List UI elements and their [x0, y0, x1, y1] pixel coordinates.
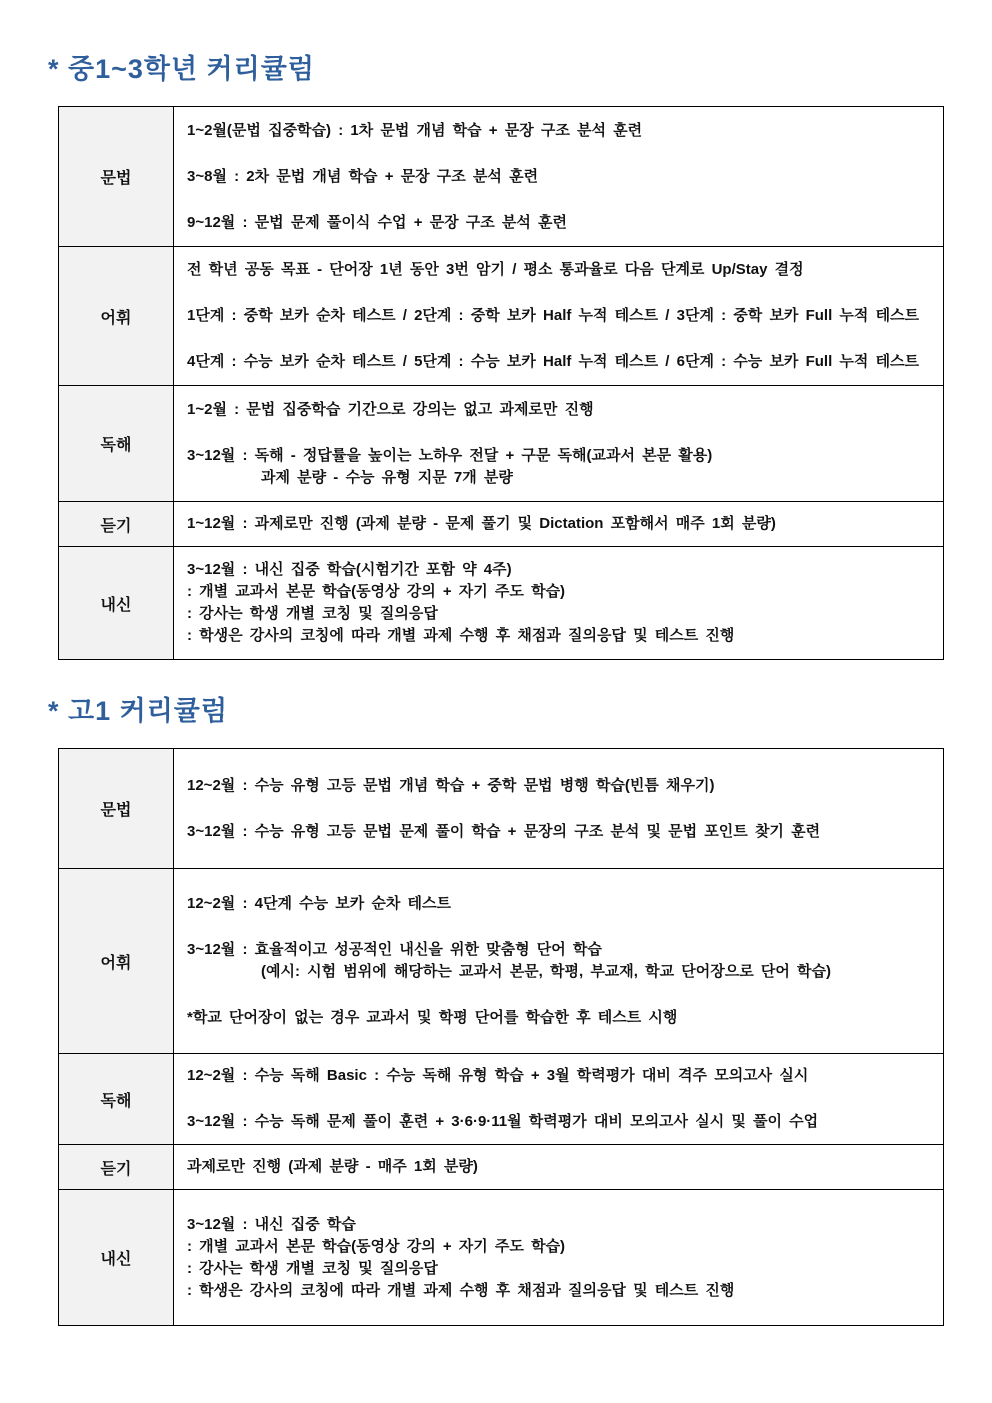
row-label: 내신: [59, 1190, 174, 1326]
table-row: [59, 869, 944, 1054]
row-content: [174, 1054, 944, 1145]
curriculum-table: [58, 106, 944, 660]
table-row: [59, 247, 944, 386]
content-line: 과제 분량 - 수능 유형 지문 7개 분량: [261, 468, 513, 486]
table-row: [59, 107, 944, 247]
table-row: [59, 386, 944, 502]
content-line: 3~12월 : 수능 독해 문제 풀이 훈련 + 3·6·9·11월 학력평가 대비 모의고사 실시 및 풀이 수업: [187, 1113, 819, 1130]
content-paragraph: [187, 166, 929, 188]
row-content: [174, 386, 944, 502]
content-line: : 개별 교과서 본문 학습(동영상 강의 + 자기 주도 학습): [187, 1237, 566, 1255]
content-line: 3~12월 : 독해 - 정답률을 높이는 노하우 전달 + 구문 독해(교과서 본문 활용): [187, 446, 713, 464]
content-line: 3~12월 : 내신 집중 학습(시험기간 포함 약 4주): [187, 561, 512, 578]
row-label: 어휘: [59, 247, 174, 386]
row-label: 듣기: [59, 1145, 174, 1190]
content-paragraph: [187, 1111, 929, 1133]
curriculum-table: [58, 748, 944, 1326]
content-line: 3~12월 : 수능 유형 고등 문법 문제 풀이 학습 + 문장의 구조 분석 및 문법 포인트 찾기 훈련: [187, 822, 821, 840]
section-title: * 고1 커리큘럼: [48, 696, 228, 726]
content-line: 전 학년 공동 목표 - 단어장 1년 동안 3번 암기 / 평소 통과율로 다음 단계로 Up/Stay 결정: [187, 261, 804, 278]
content-line: (예시: 시험 범위에 해당하는 교과서 본문, 학평, 부교재, 학교 단어장으로 단어 학습): [261, 963, 832, 980]
content-paragraph: [187, 775, 929, 797]
table-row: [59, 1190, 944, 1326]
content-paragraph: [187, 445, 929, 489]
row-content: [174, 1145, 944, 1190]
content-paragraph: [187, 120, 929, 142]
row-content: [174, 502, 944, 547]
content-line: *학교 단어장이 없는 경우 교과서 및 학평 단어를 학습한 후 테스트 시행: [187, 1009, 678, 1026]
content-line: 1~12월 : 과제로만 진행 (과제 분량 - 문제 풀기 및 Dictation 포함해서 매주 1회 분량): [187, 515, 776, 532]
content-paragraph: [187, 212, 929, 234]
content-line: 9~12월 : 문법 문제 풀이식 수업 + 문장 구조 분석 훈련: [187, 213, 568, 231]
row-content: [174, 547, 944, 660]
content-line: 12~2월 : 수능 독해 Basic : 수능 독해 유형 학습 + 3월 학력평가 대비 격주 모의고사 실시: [187, 1067, 809, 1084]
content-line: 3~12월 : 내신 집중 학습: [187, 1215, 356, 1233]
content-line: 12~2월 : 수능 유형 고등 문법 개념 학습 + 중학 문법 병행 학습(빈틈 채우기): [187, 776, 715, 794]
content-line: : 학생은 강사의 코칭에 따라 개별 과제 수행 후 채점과 질의응답 및 테스트 진행: [187, 1281, 735, 1299]
content-line: 1단계 : 중학 보카 순차 테스트 / 2단계 : 중학 보카 Half 누적 테스트 / 3단계 : 중학 보카 Full 누적 테스트: [187, 307, 920, 324]
content-paragraph: [187, 893, 929, 915]
table-row: [59, 1054, 944, 1145]
row-content: [174, 749, 944, 869]
section-middle-school-curriculum: [48, 52, 944, 660]
content-line: 12~2월 : 4단계 수능 보카 순차 테스트: [187, 895, 452, 912]
content-paragraph: [187, 1065, 929, 1087]
row-label: 독해: [59, 386, 174, 502]
content-line: 1~2월(문법 집중학습) : 1차 문법 개념 학습 + 문장 구조 분석 훈련: [187, 121, 643, 139]
row-content: [174, 247, 944, 386]
row-label: 문법: [59, 107, 174, 247]
section-title: * 중1~3학년 커리큘럼: [48, 54, 315, 84]
content-paragraph: [187, 1007, 929, 1029]
row-label: 내신: [59, 547, 174, 660]
content-line: : 개별 교과서 본문 학습(동영상 강의 + 자기 주도 학습): [187, 583, 566, 600]
curriculum-table-body: [59, 749, 944, 1326]
content-paragraph: [187, 821, 929, 843]
row-label: 어휘: [59, 869, 174, 1054]
table-row: [59, 502, 944, 547]
row-content: [174, 107, 944, 247]
content-paragraph: [187, 939, 929, 983]
content-paragraph: [187, 1156, 929, 1178]
content-line: : 강사는 학생 개별 코칭 및 질의응답: [187, 605, 438, 622]
content-paragraph: [187, 1214, 929, 1302]
content-paragraph: [187, 559, 929, 647]
table-row: [59, 1145, 944, 1190]
content-line: : 학생은 강사의 코칭에 따라 개별 과제 수행 후 채점과 질의응답 및 테스트 진행: [187, 627, 735, 644]
curriculum-table-body: [59, 107, 944, 660]
content-paragraph: [187, 351, 929, 373]
row-label: 문법: [59, 749, 174, 869]
row-label: 독해: [59, 1054, 174, 1145]
content-line: : 강사는 학생 개별 코칭 및 질의응답: [187, 1259, 438, 1277]
content-paragraph: [187, 259, 929, 281]
content-line: 과제로만 진행 (과제 분량 - 매주 1회 분량): [187, 1158, 478, 1175]
content-line: 3~8월 : 2차 문법 개념 학습 + 문장 구조 분석 훈련: [187, 167, 539, 185]
content-paragraph: [187, 513, 929, 535]
content-paragraph: [187, 399, 929, 421]
content-line: 1~2월 : 문법 집중학습 기간으로 강의는 없고 과제로만 진행: [187, 400, 594, 418]
row-label: 듣기: [59, 502, 174, 547]
table-row: [59, 749, 944, 869]
row-content: [174, 869, 944, 1054]
content-line: 3~12월 : 효율적이고 성공적인 내신을 위한 맞춤형 단어 학습: [187, 941, 602, 958]
content-line: 4단계 : 수능 보카 순차 테스트 / 5단계 : 수능 보카 Half 누적 테스트 / 6단계 : 수능 보카 Full 누적 테스트: [187, 353, 920, 370]
section-high-school-curriculum: [48, 694, 944, 1326]
row-content: [174, 1190, 944, 1326]
table-row: [59, 547, 944, 660]
content-paragraph: [187, 305, 929, 327]
